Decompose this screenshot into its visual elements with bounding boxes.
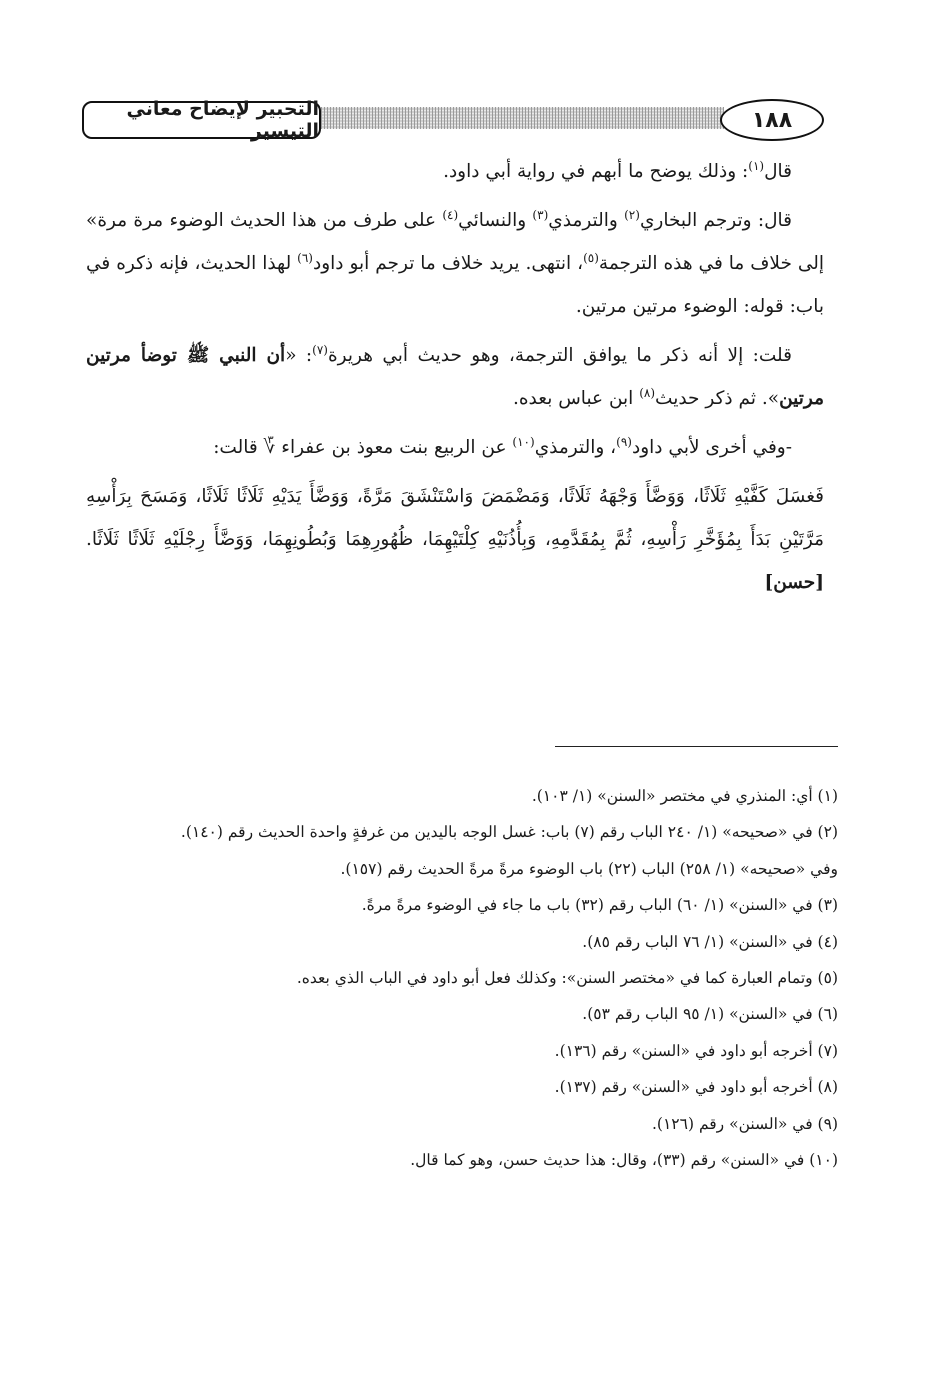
footnote-ref: (٨) [639, 385, 656, 400]
hadith-quote: أن النبي ﷺ توضأ مرتين مرتين [86, 345, 824, 409]
footnote-ref: (٤) [442, 207, 459, 222]
footnote-ref: (٩) [616, 434, 632, 449]
paragraph-3: قلت: إلا أنه ذكر ما يوافق الترجمة، وهو حديث أبي هريرة$^{(٧)}$: «أن النبي ﷺ توضأ مرتين مرتين». ثم ذكر حديث$^{(٨)}$ ابن عباس بعده. [86, 342, 824, 409]
footnote: وفي «صحيحه» (١/ ٢٥٨) الباب (٢٢) باب الوضوء مرةً مرةً الحديث رقم (١٥٧). [340, 859, 838, 878]
book-title: التحبير لإيضاح معاني التيسير [82, 101, 321, 139]
footnotes [86, 778, 838, 1178]
footnote-ref: (٦) [297, 250, 313, 265]
footnote-ref: (١٠) [512, 434, 535, 449]
footnote-divider [555, 746, 838, 747]
footnote: (٨) أخرجه أبو داود في «السنن» رقم (١٣٧). [554, 1078, 838, 1097]
footnote: (٥) وتمام العبارة كما في «مختصر السنن»: وكذلك فعل أبو داود في الباب الذي بعده. [296, 969, 838, 988]
page-header [82, 97, 824, 147]
footnote: (٧) أخرجه أبو داود في «السنن» رقم (١٣٦). [554, 1041, 838, 1060]
page-number: ١٨٨ [720, 99, 824, 141]
header-pattern-band [312, 107, 724, 129]
footnote-ref: (٣) [532, 207, 549, 222]
footnote: (١) أي: المنذري في مختصر «السنن» (١/ ١٠٣). [531, 787, 838, 805]
footnote: (١٠) في «السنن» رقم (٣٣)، وقال: هذا حديث حسن، وهو كما قال. [410, 1151, 838, 1170]
footnote: (٣) في «السنن» (١/ ٦٠) الباب رقم (٣٢) باب ما جاء في الوضوء مرةً مرةً. [361, 896, 838, 915]
footnote-ref: (٥) [583, 250, 599, 265]
footnote: (٤) في «السنن» (١/ ٧٦ الباب رقم ٨٥). [582, 932, 838, 951]
hadith-grade: [حسن] [764, 572, 824, 593]
footnote: (٩) في «السنن» رقم (١٢٦). [652, 1114, 838, 1133]
paragraph-1: قال$^{(١)}$: وذلك يوضح ما أبهم في رواية أبي داود. [443, 158, 792, 182]
footnote: (٢) في «صحيحه» (١/ ٢٤٠ الباب رقم (٧) باب: غسل الوجه باليدين من غرفةٍ واحدة الحديث رقم (١٤٠). [180, 823, 838, 842]
paragraph-4: -وفي أخرى لأبي داود$^{(٩)}$، والترمذي$^{(١٠)}$ عن الربيع بنت معوذ بن عفراء ؆ قالت: [213, 434, 792, 458]
footnote-ref: (٢) [624, 207, 640, 222]
hadith-text: فَغسَلَ كَفَّيْهِ ثَلَاثًا، وَوَضَّأَ وَجْهَهُ ثَلَاثًا، وَمَضْمَضَ وَاسْتَنْشَقَ مَرَّةً، وَوَضَّأَ يَدَيْهِ ثَلَاثًا ثَلَاثًا، وَمَسَحَ بِرَأْسِهِ مَرَّتَيْنِ بَدَأَ بِمُؤَخَّرِ رَأْسِهِ، ثُمَّ بِمُقَدَّمِهِ، وَبِأُذُنَيْهِ كِلْتَيْهِمَا، ظُهُورِهِمَا وَبُطُونِهِمَا، وَوَضَّأَ رِجْلَيْهِ ثَلَاثًا ثَلَاثًا. [حسن] [86, 486, 824, 593]
main-text [86, 150, 824, 610]
paragraph-2: قال: وترجم البخاري$^{(٢)}$ والترمذي$^{(٣)}$ والنسائي$^{(٤)}$ على طرف من هذا الحديث الوضوء مرة مرة» إلى خلاف ما في هذه الترجمة$^{(٥)}$، انتهى. يريد خلاف ما ترجم أبو داود$^{(٦)}$ لهذا الحديث، فإنه ذكره في باب: قوله: الوضوء مرتين مرتين. [86, 207, 825, 317]
footnote-ref: (٧) [312, 342, 328, 357]
footnote: (٦) في «السنن» (١/ ٩٥ الباب رقم ٥٣). [582, 1005, 838, 1024]
footnote-ref: (١) [748, 158, 765, 173]
